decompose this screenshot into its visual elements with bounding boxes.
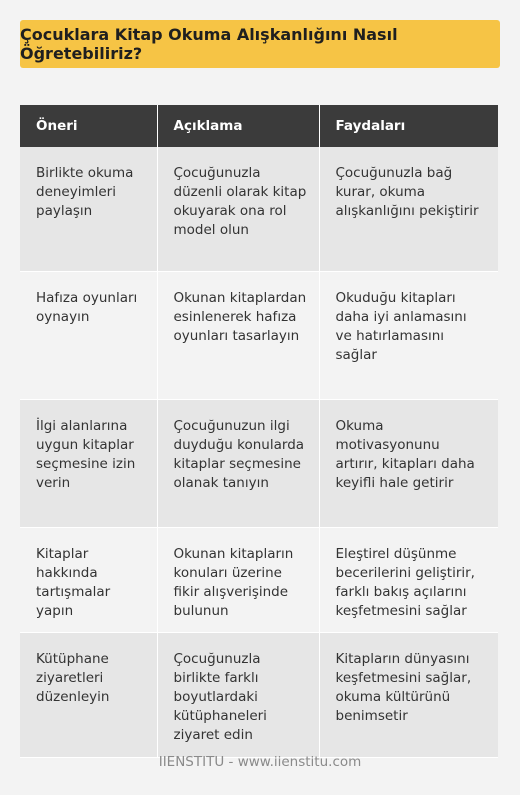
table-row bbox=[20, 147, 498, 272]
cell-oneri: Kitaplar hakkında tartışmalar yapın bbox=[20, 528, 157, 633]
cell-aciklama: Okunan kitaplardan esinlenerek hafıza oyunları tasarlayın bbox=[157, 272, 319, 400]
table-row bbox=[20, 528, 498, 633]
cell-aciklama: Çocuğunuzun ilgi duyduğu konularda kitaplar seçmesine olanak tanıyın bbox=[157, 400, 319, 528]
table-row bbox=[20, 633, 498, 758]
cell-faydalari: Okuma motivasyonunu artırır, kitapları daha keyifli hale getirir bbox=[319, 400, 498, 528]
cell-aciklama: Okunan kitapların konuları üzerine fikir alışverişinde bulunun bbox=[157, 528, 319, 633]
header-faydalari: Faydaları bbox=[319, 105, 498, 147]
cell-faydalari: Okuduğu kitapları daha iyi anlamasını ve hatırlamasını sağlar bbox=[319, 272, 498, 400]
table-header-row bbox=[20, 105, 498, 147]
cell-oneri: İlgi alanlarına uygun kitaplar seçmesine izin verin bbox=[20, 400, 157, 528]
cell-oneri: Birlikte okuma deneyimleri paylaşın bbox=[20, 147, 157, 272]
table-row bbox=[20, 400, 498, 528]
cell-faydalari: Eleştirel düşünme becerilerini geliştirir, farklı bakış açılarını keşfetmesini sağlar bbox=[319, 528, 498, 633]
tips-table bbox=[20, 105, 498, 758]
title-banner bbox=[20, 20, 500, 68]
page-title: Çocuklara Kitap Okuma Alışkanlığını Nasıl Öğretebiliriz? bbox=[20, 25, 398, 63]
cell-faydalari: Kitapların dünyasını keşfetmesini sağlar, okuma kültürünü benimsetir bbox=[319, 633, 498, 758]
cell-aciklama: Çocuğunuzla birlikte farklı boyutlardaki kütüphaneleri ziyaret edin bbox=[157, 633, 319, 758]
footer-credit: IIENSTITU - www.iienstitu.com bbox=[158, 754, 362, 770]
header-aciklama: Açıklama bbox=[157, 105, 319, 147]
cell-oneri: Kütüphane ziyaretleri düzenleyin bbox=[20, 633, 157, 758]
table-row bbox=[20, 272, 498, 400]
cell-oneri: Hafıza oyunları oynayın bbox=[20, 272, 157, 400]
header-oneri: Öneri bbox=[20, 105, 157, 147]
cell-faydalari: Çocuğunuzla bağ kurar, okuma alışkanlığını pekiştirir bbox=[319, 147, 498, 272]
cell-aciklama: Çocuğunuzla düzenli olarak kitap okuyarak ona rol model olun bbox=[157, 147, 319, 272]
